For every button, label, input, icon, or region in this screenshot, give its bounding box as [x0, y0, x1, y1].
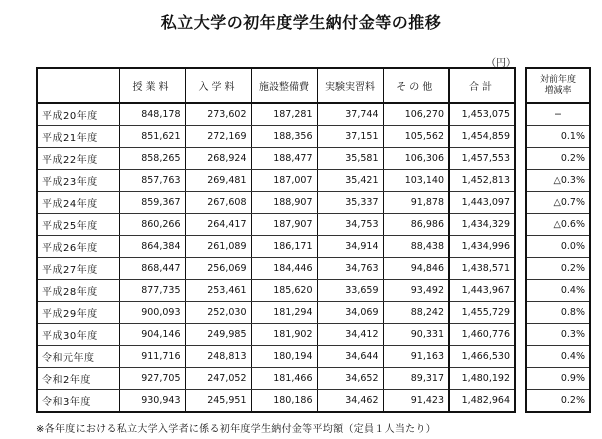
rate-cell: 0.8%: [526, 302, 590, 324]
tuition-cell: 857,763: [119, 170, 185, 192]
lab-cell: 34,914: [317, 236, 383, 258]
year-cell: 平成21年度: [37, 126, 119, 148]
lab-cell: 34,753: [317, 214, 383, 236]
total-cell: 1,454,859: [449, 126, 515, 148]
facility-cell: 187,907: [251, 214, 317, 236]
tuition-cell: 868,447: [119, 258, 185, 280]
rate-row: [526, 170, 590, 192]
rate-header-row: [526, 68, 590, 103]
tuition-cell: 858,265: [119, 148, 185, 170]
rate-row: [526, 214, 590, 236]
facility-cell: 187,007: [251, 170, 317, 192]
rate-row: [526, 258, 590, 280]
admission-cell: 248,813: [185, 346, 251, 368]
other-cell: 93,492: [383, 280, 449, 302]
rate-row: [526, 390, 590, 413]
rate-row: [526, 368, 590, 390]
table-row: [37, 170, 515, 192]
admission-cell: 253,461: [185, 280, 251, 302]
lab-cell: 37,744: [317, 103, 383, 126]
total-cell: 1,434,996: [449, 236, 515, 258]
admission-cell: 267,608: [185, 192, 251, 214]
header-other: その他: [383, 68, 449, 103]
rate-cell: 0.2%: [526, 258, 590, 280]
table-row: [37, 258, 515, 280]
rate-row: [526, 103, 590, 126]
rate-cell: 0.2%: [526, 390, 590, 413]
table-row: [37, 346, 515, 368]
tuition-cell: 848,178: [119, 103, 185, 126]
year-cell: 平成22年度: [37, 148, 119, 170]
other-cell: 106,270: [383, 103, 449, 126]
tuition-cell: 900,093: [119, 302, 185, 324]
rate-row: [526, 236, 590, 258]
lab-cell: 33,659: [317, 280, 383, 302]
year-cell: 令和2年度: [37, 368, 119, 390]
lab-cell: 35,421: [317, 170, 383, 192]
lab-cell: 34,644: [317, 346, 383, 368]
facility-cell: 185,620: [251, 280, 317, 302]
rate-cell: 0.4%: [526, 346, 590, 368]
rate-cell: 0.1%: [526, 126, 590, 148]
facility-cell: 180,186: [251, 390, 317, 413]
tuition-cell: 864,384: [119, 236, 185, 258]
table-row: [37, 236, 515, 258]
total-cell: 1,452,813: [449, 170, 515, 192]
other-cell: 86,986: [383, 214, 449, 236]
total-cell: 1,457,553: [449, 148, 515, 170]
header-admission: 入学料: [185, 68, 251, 103]
admission-cell: 273,602: [185, 103, 251, 126]
tuition-cell: 927,705: [119, 368, 185, 390]
table-row: [37, 390, 515, 413]
admission-cell: 261,089: [185, 236, 251, 258]
unit-label: （円）: [486, 58, 516, 69]
header-tuition: 授業料: [119, 68, 185, 103]
year-cell: 平成30年度: [37, 324, 119, 346]
total-cell: 1,443,967: [449, 280, 515, 302]
rate-cell: △0.6%: [526, 214, 590, 236]
year-cell: 平成25年度: [37, 214, 119, 236]
rate-row: [526, 346, 590, 368]
table-row: [37, 148, 515, 170]
header-rate-line2: 増減率: [544, 85, 572, 96]
rate-cell: 0.9%: [526, 368, 590, 390]
total-cell: 1,460,776: [449, 324, 515, 346]
year-cell: 平成24年度: [37, 192, 119, 214]
other-cell: 91,423: [383, 390, 449, 413]
year-cell: 平成20年度: [37, 103, 119, 126]
facility-cell: 184,446: [251, 258, 317, 280]
rate-cell: 0.4%: [526, 280, 590, 302]
total-cell: 1,482,964: [449, 390, 515, 413]
facility-cell: 181,294: [251, 302, 317, 324]
admission-cell: 247,052: [185, 368, 251, 390]
year-cell: 平成27年度: [37, 258, 119, 280]
other-cell: 91,878: [383, 192, 449, 214]
header-total: 合計: [449, 68, 515, 103]
other-cell: 89,317: [383, 368, 449, 390]
fees-table: [36, 67, 516, 413]
rate-cell: −: [526, 103, 590, 126]
total-cell: 1,455,729: [449, 302, 515, 324]
table-row: [37, 126, 515, 148]
header-rate: [526, 68, 590, 103]
year-cell: 平成23年度: [37, 170, 119, 192]
year-cell: 令和元年度: [37, 346, 119, 368]
facility-cell: 188,356: [251, 126, 317, 148]
table-row: [37, 280, 515, 302]
lab-cell: 37,151: [317, 126, 383, 148]
other-cell: 103,140: [383, 170, 449, 192]
total-cell: 1,438,571: [449, 258, 515, 280]
other-cell: 106,306: [383, 148, 449, 170]
lab-cell: 34,763: [317, 258, 383, 280]
lab-cell: 34,069: [317, 302, 383, 324]
tuition-cell: 904,146: [119, 324, 185, 346]
facility-cell: 180,194: [251, 346, 317, 368]
total-cell: 1,480,192: [449, 368, 515, 390]
other-cell: 88,438: [383, 236, 449, 258]
admission-cell: 245,951: [185, 390, 251, 413]
facility-cell: 188,477: [251, 148, 317, 170]
rate-cell: 0.2%: [526, 148, 590, 170]
admission-cell: 272,169: [185, 126, 251, 148]
table-row: [37, 103, 515, 126]
table-row: [37, 214, 515, 236]
admission-cell: 252,030: [185, 302, 251, 324]
tuition-cell: 851,621: [119, 126, 185, 148]
footnote: ※各年度における私立大学入学者に係る初年度学生納付金等平均額（定員１人当たり）: [36, 424, 437, 435]
other-cell: 91,163: [383, 346, 449, 368]
rate-cell: △0.7%: [526, 192, 590, 214]
other-cell: 94,846: [383, 258, 449, 280]
year-cell: 平成26年度: [37, 236, 119, 258]
admission-cell: 249,985: [185, 324, 251, 346]
table-row: [37, 324, 515, 346]
rate-cell: △0.3%: [526, 170, 590, 192]
facility-cell: 188,907: [251, 192, 317, 214]
year-cell: 平成28年度: [37, 280, 119, 302]
lab-cell: 34,412: [317, 324, 383, 346]
header-rate-line1: 対前年度: [539, 74, 576, 85]
rate-table: [525, 67, 591, 413]
page-title: 私立大学の初年度学生納付金等の推移: [160, 13, 442, 32]
total-cell: 1,453,075: [449, 103, 515, 126]
rate-row: [526, 324, 590, 346]
tuition-cell: 877,735: [119, 280, 185, 302]
table-row: [37, 302, 515, 324]
rate-row: [526, 192, 590, 214]
lab-cell: 34,462: [317, 390, 383, 413]
admission-cell: 264,417: [185, 214, 251, 236]
admission-cell: 268,924: [185, 148, 251, 170]
header-blank: [37, 68, 119, 103]
table-row: [37, 368, 515, 390]
total-cell: 1,434,329: [449, 214, 515, 236]
admission-cell: 269,481: [185, 170, 251, 192]
year-cell: 平成29年度: [37, 302, 119, 324]
tuition-cell: 911,716: [119, 346, 185, 368]
rate-row: [526, 126, 590, 148]
rate-cell: 0.3%: [526, 324, 590, 346]
rate-cell: 0.0%: [526, 236, 590, 258]
lab-cell: 35,581: [317, 148, 383, 170]
other-cell: 105,562: [383, 126, 449, 148]
total-cell: 1,443,097: [449, 192, 515, 214]
facility-cell: 186,171: [251, 236, 317, 258]
facility-cell: 187,281: [251, 103, 317, 126]
header-facility: 施設整備費: [251, 68, 317, 103]
other-cell: 90,331: [383, 324, 449, 346]
header-row: [37, 68, 515, 103]
facility-cell: 181,902: [251, 324, 317, 346]
tuition-cell: 930,943: [119, 390, 185, 413]
year-cell: 令和3年度: [37, 390, 119, 413]
rate-row: [526, 302, 590, 324]
admission-cell: 256,069: [185, 258, 251, 280]
tuition-cell: 860,266: [119, 214, 185, 236]
facility-cell: 181,466: [251, 368, 317, 390]
rate-row: [526, 148, 590, 170]
rate-row: [526, 280, 590, 302]
lab-cell: 34,652: [317, 368, 383, 390]
table-row: [37, 192, 515, 214]
header-lab: 実験実習料: [317, 68, 383, 103]
total-cell: 1,466,530: [449, 346, 515, 368]
tuition-cell: 859,367: [119, 192, 185, 214]
other-cell: 88,242: [383, 302, 449, 324]
lab-cell: 35,337: [317, 192, 383, 214]
